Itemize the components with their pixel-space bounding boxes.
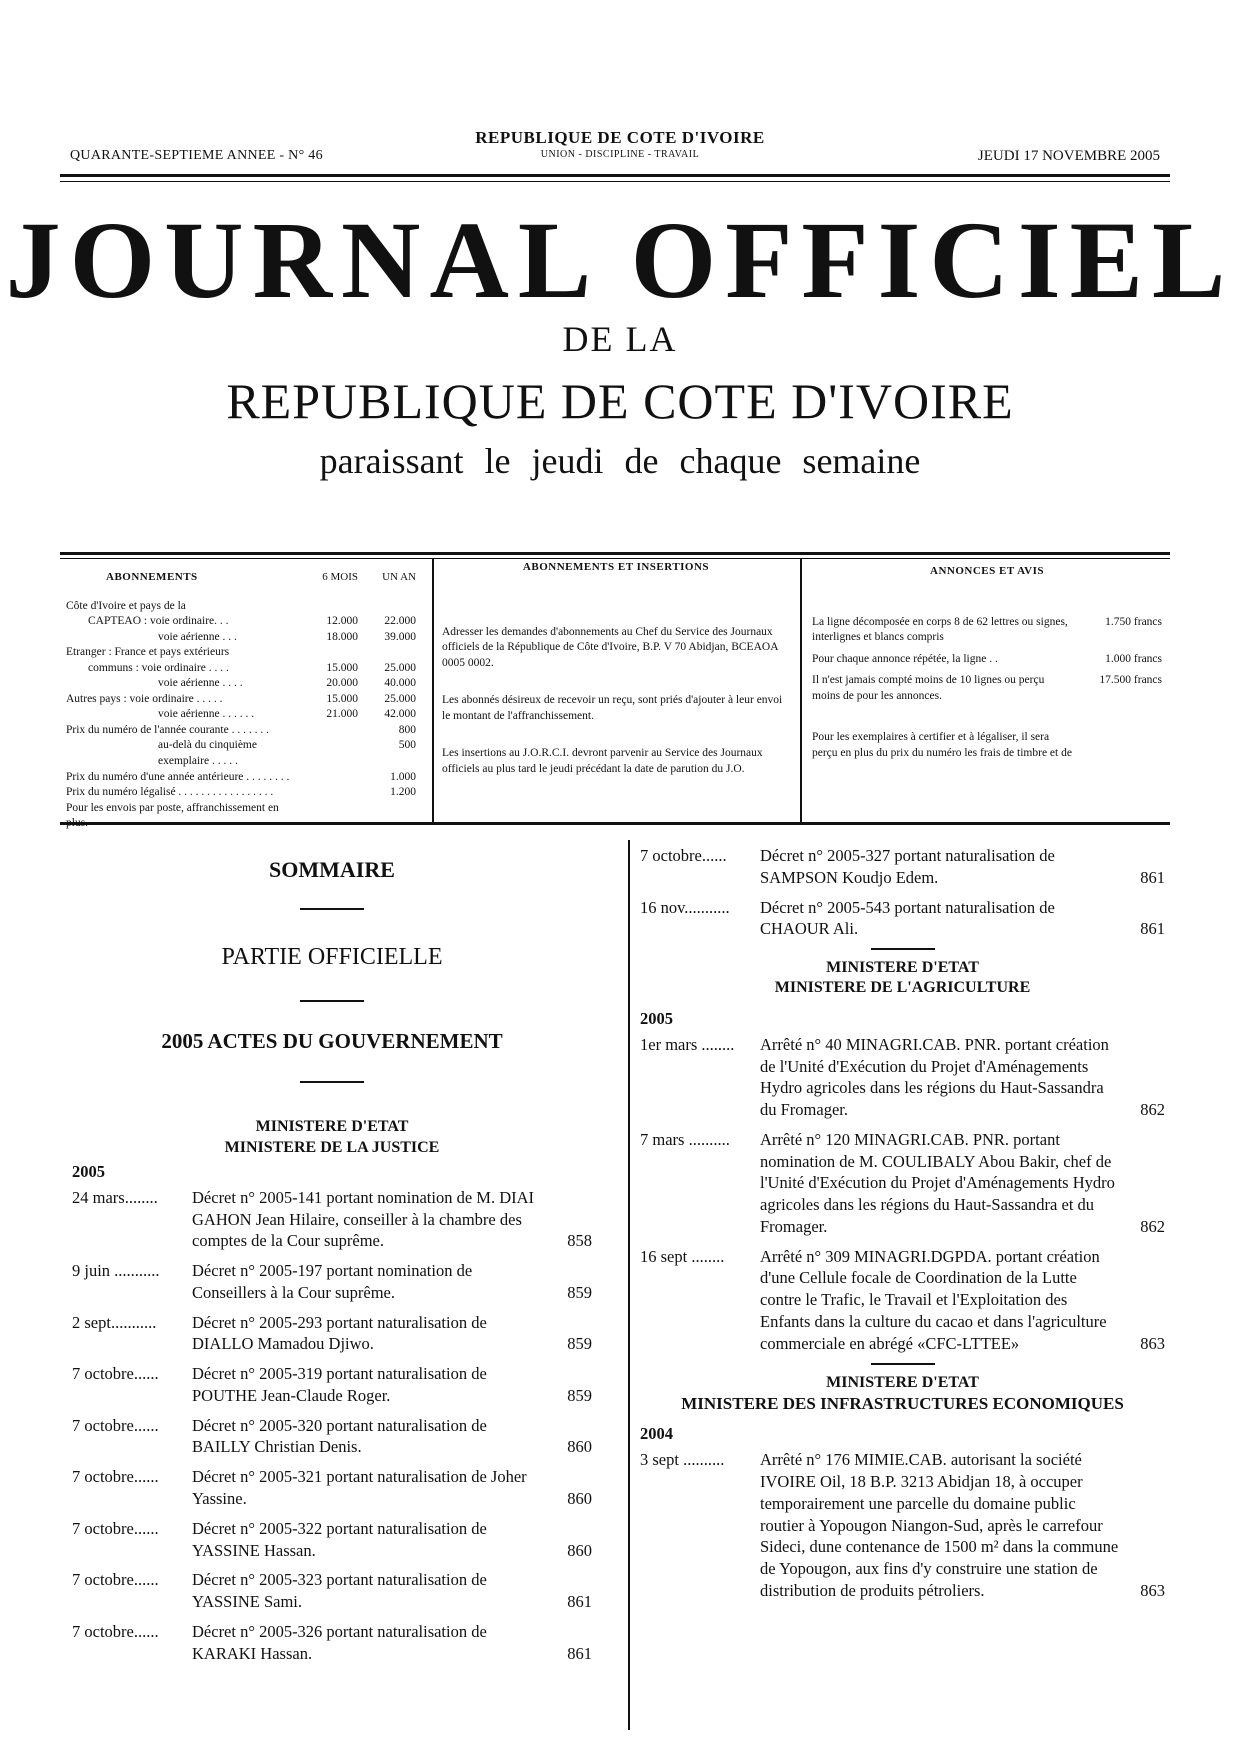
header-rule (60, 174, 1170, 177)
subscription-label: communs : voie ordinaire . . . . (88, 661, 229, 674)
box-divider-1 (432, 558, 434, 822)
sommaire-left-column (72, 855, 592, 1672)
entry-page: 861 (567, 1643, 592, 1663)
ministry-line: MINISTERE DE L'AGRICULTURE (774, 979, 1031, 997)
actes-gouvernement: 2005 ACTES DU GOUVERNEMENT (161, 1028, 503, 1053)
ministry-line: MINISTERE DES INFRASTRUCTURES ECONOMIQUES (681, 1394, 1124, 1414)
toc-entry (72, 1569, 592, 1613)
entry-date: 7 octobre...... (72, 1364, 159, 1384)
toc-entry (640, 1246, 1165, 1355)
entry-date: 2 sept........... (72, 1312, 157, 1332)
subscription-6mois: 20.000 (326, 677, 358, 690)
issue-date: JEUDI 17 NOVEMBRE 2005 (977, 148, 1160, 164)
ministry-line: MINISTERE DE LA JUSTICE (224, 1139, 440, 1157)
toc-entry (72, 1260, 592, 1304)
toc-entry (72, 1363, 592, 1407)
year-label: 2004 (640, 1424, 673, 1444)
edition-number: QUARANTE-SEPTIEME ANNEE - N° 46 (70, 148, 323, 163)
subscription-label: voie aérienne . . . . (158, 677, 243, 690)
justice-entries (72, 1187, 592, 1665)
entry-page: 859 (567, 1334, 592, 1354)
divider (871, 1363, 935, 1365)
subscription-row (66, 614, 416, 630)
masthead-de-la: DE LA (562, 319, 678, 359)
subscription-unan: 800 (398, 723, 416, 736)
subscription-unan: 22.000 (384, 615, 416, 628)
entry-page: 861 (567, 1592, 592, 1612)
entry-page: 859 (567, 1385, 592, 1405)
entry-date: 7 octobre...... (72, 1415, 159, 1435)
divider (871, 948, 935, 950)
subscription-row (66, 645, 416, 661)
subscription-6mois: 15.000 (326, 692, 358, 705)
country-name: REPUBLIQUE DE COTE D'IVOIRE (475, 128, 765, 147)
entry-page: 861 (1140, 867, 1165, 887)
subscription-6mois (300, 801, 358, 832)
entry-date: 1er mars ........ (640, 1034, 735, 1054)
toc-entry (72, 1187, 592, 1252)
abonnements-col2: UN AN (382, 571, 416, 583)
subscription-unan: 25.000 (384, 661, 416, 674)
annonce-row (812, 652, 1162, 668)
annonce-row (812, 730, 1162, 761)
subscription-6mois (300, 770, 358, 786)
subscription-label: Pour les envois par poste, affranchissement en plus. (66, 801, 279, 830)
annonce-text: Pour chaque annonce répétée, la ligne . . (812, 652, 998, 665)
abonnements-heading: ABONNEMENTS (106, 571, 198, 583)
annonce-text: Il n'est jamais compté moins de 10 lignes ou perçu moins de pour les annonces. (812, 674, 1045, 702)
subscription-label: Prix du numéro d'une année antérieure . . . . . . . . (66, 770, 290, 783)
subscription-label: Autres pays : voie ordinaire . . . . . (66, 692, 223, 705)
box-divider-2 (800, 558, 802, 822)
divider (300, 908, 364, 910)
entry-text: Décret n° 2005-543 portant naturalisation de CHAOUR Ali. (760, 897, 1055, 939)
ministry-justice (72, 1117, 592, 1159)
abonnements-col1: 6 MOIS (322, 571, 358, 583)
ministry-line: MINISTERE D'ETAT (255, 1118, 409, 1136)
agri-entries (640, 1034, 1165, 1355)
toc-entry (72, 1466, 592, 1510)
subscription-row (66, 801, 416, 832)
toc-entry (72, 1312, 592, 1356)
entry-text: Arrêté n° 176 MIMIE.CAB. autorisant la société IVOIRE Oil, 18 B.P. 3213 Abidjan 18, à occuper temporairement une parcelle du domaine public routier à Yopougon Niangon-Sud, après le carrefour Sideci, dune contenance de 1500 m² dans la commune de Yopougon, aux fins d'y construire une station de distribution de produits pétroliers. (760, 1450, 1119, 1600)
entry-text: Arrêté n° 120 MINAGRI.CAB. PNR. portant nomination de M. COULIBALY Abou Bakir, chef de l'Unité d'Exécution du Projet d'Aménagements Hydro agricoles dans les régions du Haut-Sassandra et du Fromager. (760, 1129, 1115, 1236)
entry-date: 7 mars .......... (640, 1129, 730, 1149)
entry-page: 863 (1140, 1580, 1165, 1600)
entry-page: 861 (1140, 919, 1165, 939)
subscription-label: au-delà du cinquième exemplaire . . . . . (158, 739, 257, 767)
insertions-p2: Les abonnés désireux de recevoir un reçu, sont priés d'ajouter à leur envoi le montant de l'affranchissement. (442, 694, 783, 722)
entry-date: 24 mars........ (72, 1187, 158, 1207)
ministry-line: MINISTERE D'ETAT (826, 1373, 979, 1391)
country-motto: UNION - DISCIPLINE - TRAVAIL (540, 149, 700, 160)
entry-text: Décret n° 2005-327 portant naturalisation de SAMPSON Koudjo Edem. (760, 846, 1055, 887)
entry-text: Décret n° 2005-320 portant naturalisation de BAILLY Christian Denis. (192, 1415, 487, 1457)
insertions-box (442, 560, 790, 777)
abonnements-box (66, 560, 416, 832)
subscription-row (66, 661, 416, 677)
subscription-unan: 40.000 (384, 677, 416, 690)
annonces-heading: ANNONCES ET AVIS (930, 565, 1044, 577)
subscription-row (66, 785, 416, 801)
subscription-row (66, 676, 416, 692)
subscription-label: voie aérienne . . . (158, 630, 237, 643)
toc-entry (72, 1621, 592, 1665)
entry-date: 16 sept ........ (640, 1246, 725, 1266)
partie-officielle: PARTIE OFFICIELLE (221, 944, 443, 971)
insertions-p3: Les insertions au J.O.R.C.I. devront parvenir au Service des Journaux officiels au plus tard le jeudi précédant la date de parution du J.O. (442, 747, 763, 775)
masthead-title: JOURNAL OFFICIEL (5, 199, 1235, 321)
subscription-6mois (300, 738, 358, 769)
year-label: 2005 (72, 1162, 105, 1182)
annonce-price: 1.750 francs (1105, 615, 1162, 628)
entry-text: Décret n° 2005-319 portant naturalisation de POUTHE Jean-Claude Roger. (192, 1364, 487, 1405)
subscription-unan: 1.000 (390, 770, 416, 783)
entry-page: 863 (1140, 1333, 1165, 1353)
entry-date: 7 octobre...... (72, 1467, 159, 1487)
subscription-label: CAPTEAO : voie ordinaire. . . (88, 615, 229, 628)
subscription-unan: 42.000 (384, 708, 416, 721)
entry-text: Arrêté n° 309 MINAGRI.DGPDA. portant création d'une Cellule focale de Coordination de la Lutte contre le Trafic, le Travail et l'Exploitation des Enfants dans la culture du cacao et dans l'agriculture commerciale en abrégé «CFC-LTTEE» (760, 1246, 1107, 1353)
subscription-label: Etranger : France et pays extérieurs (66, 646, 230, 659)
entry-date: 7 octobre...... (640, 846, 727, 865)
ministry-infrastructures (640, 1373, 1165, 1416)
entry-text: Arrêté n° 40 MINAGRI.CAB. PNR. portant création de l'Unité d'Exécution du Projet d'Aménagements Hydro agricoles dans les régions du Haut-Sassandra du Fromager. (760, 1034, 1109, 1120)
subscription-6mois: 18.000 (326, 630, 358, 643)
ministry-line: MINISTERE D'ETAT (826, 959, 979, 977)
subscription-unan: 25.000 (384, 692, 416, 705)
sommaire-right-column (640, 845, 1165, 1610)
entry-page: 859 (567, 1282, 592, 1302)
toc-entry (640, 845, 1165, 889)
entry-text: Décret n° 2005-141 portant nomination de M. DIAI GAHON Jean Hilaire, conseiller à la chambre des comptes de la Cour suprême. (192, 1187, 535, 1251)
subscription-unan (358, 599, 416, 615)
divider (300, 1000, 364, 1002)
sommaire-title: SOMMAIRE (269, 857, 395, 882)
entry-date: 7 octobre...... (72, 1570, 159, 1590)
abonnements-rows (66, 599, 416, 832)
annonces-box (812, 560, 1162, 767)
entry-date: 3 sept .......... (640, 1450, 725, 1470)
subscription-unan (358, 645, 416, 661)
entry-page: 860 (567, 1540, 592, 1560)
entry-text: Décret n° 2005-323 portant naturalisation de YASSINE Sami. (192, 1570, 487, 1612)
subscription-row (66, 692, 416, 708)
annonce-price: 1.000 francs (1105, 652, 1162, 665)
entry-page: 862 (1140, 1100, 1165, 1120)
entry-text: Décret n° 2005-326 portant naturalisation de KARAKI Hassan. (192, 1621, 487, 1663)
annonce-row (812, 673, 1162, 704)
box-top-rule (60, 552, 1170, 555)
insertions-p1: Adresser les demandes d'abonnements au Chef du Service des Journaux officiels de la République de Côte d'Ivoire, B.P. V 70 Abidjan, BCEAOA 0005 0002. (442, 625, 778, 669)
column-divider (628, 840, 630, 1730)
infra-entries (640, 1449, 1165, 1601)
subscription-row (66, 770, 416, 786)
header-rule-thin (60, 181, 1170, 182)
annonce-text: La ligne décomposée en corps 8 de 62 lettres ou signes, interlignes et blancs compris (812, 615, 1068, 644)
divider (300, 1081, 364, 1083)
subscription-label: Côte d'Ivoire et pays de la (66, 599, 186, 612)
entry-text: Décret n° 2005-197 portant nomination de Conseillers à la Cour suprême. (192, 1261, 473, 1302)
annonces-rows (812, 615, 1162, 762)
subscription-label: Prix du numéro légalisé . . . . . . . . . . . . . . . . . (66, 786, 274, 799)
subscription-unan: 500 (398, 739, 416, 752)
subscription-row (66, 707, 416, 723)
ministry-agriculture (640, 958, 1165, 998)
subscription-unan: 1.200 (390, 786, 416, 799)
entry-text: Décret n° 2005-293 portant naturalisation de DIALLO Mamadou Djiwo. (192, 1312, 487, 1354)
toc-entry (640, 1449, 1165, 1601)
annonce-price: 17.500 francs (1099, 674, 1162, 687)
entry-date: 16 nov........... (640, 897, 730, 917)
subscription-6mois (300, 599, 358, 615)
subscription-6mois: 21.000 (326, 708, 358, 721)
subscription-row (66, 723, 416, 739)
annonce-text: Pour les exemplaires à certifier et à légaliser, il sera perçu en plus du prix du numéro les frais de timbre et de (812, 731, 1072, 759)
entry-text: Décret n° 2005-322 portant naturalisation de YASSINE Hassan. (192, 1518, 487, 1560)
entry-date: 9 juin ........... (72, 1261, 160, 1281)
annonce-price (1074, 730, 1162, 761)
masthead-frequency: paraissant le jeudi de chaque semaine (319, 441, 921, 481)
entry-date: 7 octobre...... (72, 1621, 159, 1641)
subscription-row (66, 630, 416, 646)
entry-date: 7 octobre...... (72, 1518, 159, 1538)
subscription-row (66, 599, 416, 615)
subscription-6mois: 15.000 (326, 661, 358, 674)
toc-entry (72, 1415, 592, 1459)
toc-entry (640, 1129, 1165, 1238)
masthead-republique: REPUBLIQUE DE COTE D'IVOIRE (226, 373, 1014, 429)
toc-entry (72, 1518, 592, 1562)
subscription-row (66, 738, 416, 769)
right-top-entries (640, 845, 1165, 940)
subscription-unan: 39.000 (384, 630, 416, 643)
entry-page: 860 (567, 1437, 592, 1457)
subscription-6mois (300, 723, 358, 739)
box-top-rule-thin (60, 558, 1170, 559)
subscription-6mois: 12.000 (326, 615, 358, 628)
subscription-6mois (300, 785, 358, 801)
subscription-unan (358, 801, 416, 832)
toc-entry (640, 1034, 1165, 1121)
insertions-heading: ABONNEMENTS ET INSERTIONS (522, 561, 710, 573)
entry-page: 858 (567, 1231, 592, 1251)
subscription-label: Prix du numéro de l'année courante . . . . . . . (66, 723, 269, 736)
subscription-6mois (300, 645, 358, 661)
entry-text: Décret n° 2005-321 portant naturalisation de Joher Yassine. (192, 1467, 527, 1508)
subscription-label: voie aérienne . . . . . . (158, 708, 255, 721)
entry-page: 860 (567, 1488, 592, 1508)
toc-entry (640, 897, 1165, 941)
year-label: 2005 (640, 1009, 673, 1029)
annonce-row (812, 615, 1162, 646)
entry-page: 862 (1140, 1216, 1165, 1236)
